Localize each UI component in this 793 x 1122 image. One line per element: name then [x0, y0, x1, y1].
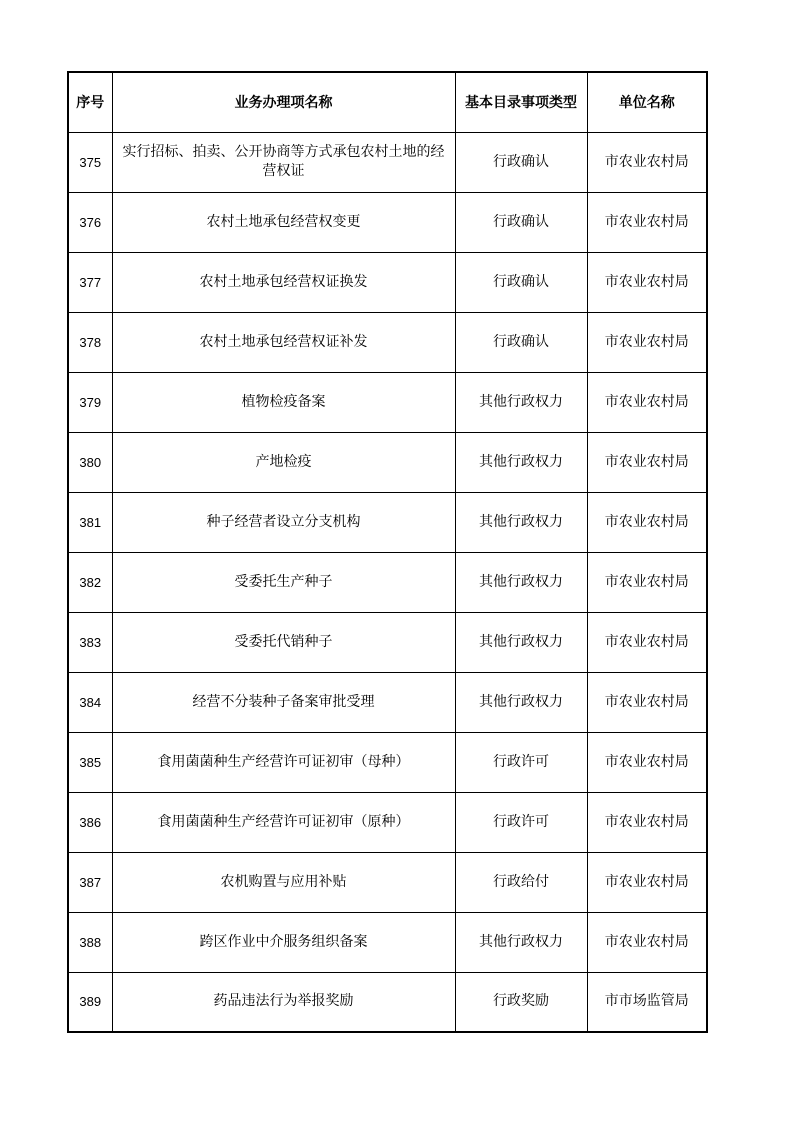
cell-unit-name: 市农业农村局	[587, 252, 707, 312]
cell-item-type: 其他行政权力	[455, 912, 587, 972]
header-item-name: 业务办理项名称	[112, 72, 455, 132]
table-row	[68, 312, 707, 372]
cell-item-type: 其他行政权力	[455, 612, 587, 672]
cell-unit-name: 市农业农村局	[587, 672, 707, 732]
cell-item-type: 其他行政权力	[455, 552, 587, 612]
table-row	[68, 612, 707, 672]
cell-serial-number: 380	[68, 432, 112, 492]
cell-item-name: 受委托生产种子	[112, 552, 455, 612]
cell-serial-number: 386	[68, 792, 112, 852]
cell-serial-number: 387	[68, 852, 112, 912]
cell-item-type: 行政给付	[455, 852, 587, 912]
cell-unit-name: 市农业农村局	[587, 312, 707, 372]
cell-serial-number: 381	[68, 492, 112, 552]
header-serial-number: 序号	[68, 72, 112, 132]
table-row	[68, 492, 707, 552]
cell-item-name: 植物检疫备案	[112, 372, 455, 432]
cell-item-name: 种子经营者设立分支机构	[112, 492, 455, 552]
cell-unit-name: 市农业农村局	[587, 492, 707, 552]
cell-unit-name: 市市场监管局	[587, 972, 707, 1032]
cell-item-type: 行政许可	[455, 732, 587, 792]
cell-item-type: 行政确认	[455, 132, 587, 192]
table-row	[68, 852, 707, 912]
table-row	[68, 372, 707, 432]
cell-unit-name: 市农业农村局	[587, 432, 707, 492]
cell-item-name: 实行招标、拍卖、公开协商等方式承包农村土地的经营权证	[112, 132, 455, 192]
table-row	[68, 912, 707, 972]
cell-unit-name: 市农业农村局	[587, 192, 707, 252]
table-row	[68, 672, 707, 732]
cell-unit-name: 市农业农村局	[587, 552, 707, 612]
cell-serial-number: 388	[68, 912, 112, 972]
cell-item-name: 农村土地承包经营权变更	[112, 192, 455, 252]
cell-item-type: 其他行政权力	[455, 432, 587, 492]
cell-unit-name: 市农业农村局	[587, 732, 707, 792]
cell-unit-name: 市农业农村局	[587, 132, 707, 192]
cell-item-name: 跨区作业中介服务组织备案	[112, 912, 455, 972]
cell-item-name: 农机购置与应用补贴	[112, 852, 455, 912]
cell-item-type: 行政奖励	[455, 972, 587, 1032]
cell-item-type: 其他行政权力	[455, 492, 587, 552]
cell-item-name: 药品违法行为举报奖励	[112, 972, 455, 1032]
cell-item-name: 经营不分装种子备案审批受理	[112, 672, 455, 732]
cell-serial-number: 389	[68, 972, 112, 1032]
cell-item-name: 产地检疫	[112, 432, 455, 492]
cell-serial-number: 376	[68, 192, 112, 252]
cell-item-name: 食用菌菌种生产经营许可证初审（原种）	[112, 792, 455, 852]
cell-item-name: 农村土地承包经营权证换发	[112, 252, 455, 312]
table-row	[68, 732, 707, 792]
cell-serial-number: 375	[68, 132, 112, 192]
cell-serial-number: 377	[68, 252, 112, 312]
table-row	[68, 552, 707, 612]
cell-item-type: 其他行政权力	[455, 372, 587, 432]
cell-item-type: 行政确认	[455, 192, 587, 252]
cell-serial-number: 384	[68, 672, 112, 732]
table-row	[68, 132, 707, 192]
cell-item-name: 食用菌菌种生产经营许可证初审（母种）	[112, 732, 455, 792]
table-body	[68, 132, 707, 1032]
cell-unit-name: 市农业农村局	[587, 792, 707, 852]
cell-unit-name: 市农业农村局	[587, 852, 707, 912]
header-unit-name: 单位名称	[587, 72, 707, 132]
service-items-table	[67, 71, 708, 1033]
cell-item-name: 受委托代销种子	[112, 612, 455, 672]
cell-item-type: 其他行政权力	[455, 672, 587, 732]
cell-item-type: 行政许可	[455, 792, 587, 852]
cell-unit-name: 市农业农村局	[587, 612, 707, 672]
cell-unit-name: 市农业农村局	[587, 372, 707, 432]
cell-serial-number: 385	[68, 732, 112, 792]
table-row	[68, 192, 707, 252]
cell-serial-number: 382	[68, 552, 112, 612]
cell-item-type: 行政确认	[455, 312, 587, 372]
cell-serial-number: 378	[68, 312, 112, 372]
cell-unit-name: 市农业农村局	[587, 912, 707, 972]
table-header-row	[68, 72, 707, 132]
cell-item-name: 农村土地承包经营权证补发	[112, 312, 455, 372]
table-row	[68, 972, 707, 1032]
table-row	[68, 432, 707, 492]
table-row	[68, 792, 707, 852]
cell-serial-number: 383	[68, 612, 112, 672]
table-row	[68, 252, 707, 312]
cell-serial-number: 379	[68, 372, 112, 432]
cell-item-type: 行政确认	[455, 252, 587, 312]
header-item-type: 基本目录事项类型	[455, 72, 587, 132]
